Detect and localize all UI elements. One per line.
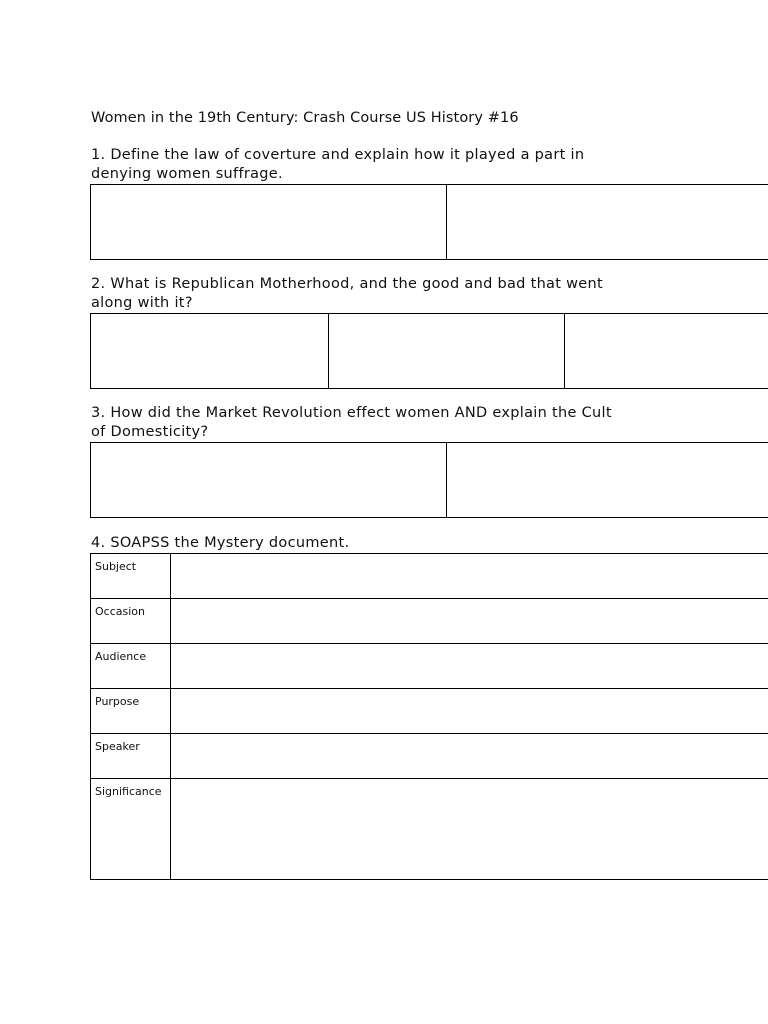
soapss-answer-purpose[interactable] — [171, 689, 768, 734]
soapss-label-speaker: Speaker — [91, 734, 171, 779]
soapss-label-significance: Significance — [91, 779, 171, 880]
soapss-row-occasion — [91, 599, 768, 644]
question-1-line-2: denying women suffrage. — [91, 165, 283, 182]
soapss-row-speaker — [91, 734, 768, 779]
soapss-label-subject: Subject — [91, 554, 171, 599]
soapss-label-purpose: Purpose — [91, 689, 171, 734]
question-1-answer-cell-1[interactable] — [91, 185, 446, 259]
question-1-line-1: 1. Define the law of coverture and explain how it played a part in — [91, 147, 585, 163]
question-1 — [91, 146, 584, 183]
question-4-line-1: 4. SOAPSS the Mystery document. — [91, 535, 350, 551]
question-1-answer-cell-2[interactable] — [446, 185, 768, 259]
question-2-answer-cell-1[interactable] — [91, 314, 328, 388]
question-3-line-1: 3. How did the Market Revolution effect women AND explain the Cult — [91, 405, 612, 421]
question-3 — [91, 404, 612, 441]
question-3-answer-grid — [90, 442, 768, 518]
soapss-answer-subject[interactable] — [171, 554, 768, 599]
soapss-answer-occasion[interactable] — [171, 599, 768, 644]
soapss-row-significance — [91, 779, 768, 880]
question-2-answer-grid — [90, 313, 768, 389]
question-4 — [91, 534, 349, 553]
question-2-line-2: along with it? — [91, 294, 193, 311]
soapss-table — [90, 553, 768, 880]
worksheet-title: Women in the 19th Century: Crash Course US History #16 — [91, 110, 519, 126]
question-2-answer-cell-3[interactable] — [564, 314, 768, 388]
question-3-answer-cell-2[interactable] — [446, 443, 768, 517]
question-3-line-2: of Domesticity? — [91, 423, 209, 440]
question-2-answer-cell-2[interactable] — [328, 314, 564, 388]
question-2 — [91, 275, 603, 312]
question-2-line-1: 2. What is Republican Motherhood, and the good and bad that went — [91, 276, 603, 292]
soapss-answer-audience[interactable] — [171, 644, 768, 689]
question-3-answer-cell-1[interactable] — [91, 443, 446, 517]
soapss-row-subject — [91, 554, 768, 599]
question-1-answer-grid — [90, 184, 768, 260]
soapss-row-purpose — [91, 689, 768, 734]
soapss-label-audience: Audience — [91, 644, 171, 689]
soapss-label-occasion: Occasion — [91, 599, 171, 644]
soapss-answer-significance[interactable] — [171, 779, 768, 880]
soapss-answer-speaker[interactable] — [171, 734, 768, 779]
soapss-row-audience — [91, 644, 768, 689]
